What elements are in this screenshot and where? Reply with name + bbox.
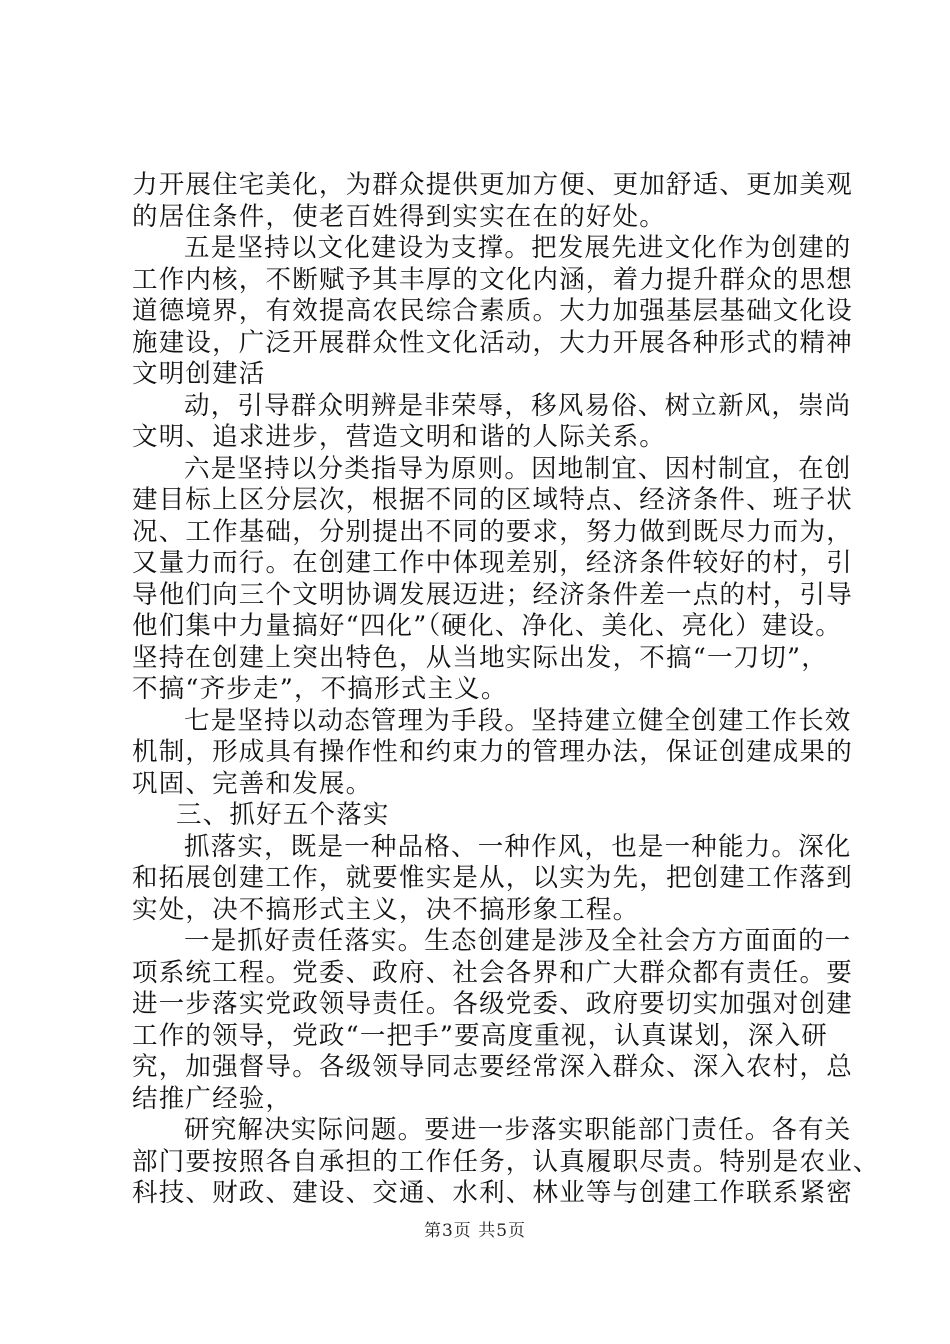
text-line: 七是坚持以动态管理为手段。坚持建立健全创建工作长效 xyxy=(184,705,852,736)
text-line: 研究解决实际问题。要进一步落实职能部门责任。各有关 xyxy=(184,1115,852,1145)
text-line: 部门要按照各自承担的工作任务，认真履职尽责。特别是农业、 xyxy=(132,1146,880,1177)
text-line: 实处，决不搞形式主义，决不搞形象工程。 xyxy=(132,894,640,925)
text-line: 他们集中力量搞好“四化”（硬化、净化、美化、亮化）建设。 xyxy=(132,611,842,641)
text-line: 工作内核，不断赋予其丰厚的文化内涵，着力提升群众的思想 xyxy=(132,264,853,295)
text-line: 况、工作基础，分别提出不同的要求，努力做到既尽力而为， xyxy=(132,516,853,547)
document-body xyxy=(132,170,880,1210)
text-line: 五是坚持以文化建设为支撑。把发展先进文化作为创建的 xyxy=(184,233,852,263)
section-heading: 三、抓好五个落实 xyxy=(176,800,390,830)
text-line: 动，引导群众明辨是非荣辱，移风易俗、树立新风，崇尚 xyxy=(184,390,852,421)
page-footer: 第3页 共5页 xyxy=(423,1221,527,1241)
text-line: 六是坚持以分类指导为原则。因地制宜、因村制宜，在创 xyxy=(184,453,852,484)
text-line: 坚持在创建上突出特色，从当地实际出发，不搞“一刀切”， xyxy=(132,642,828,673)
text-line: 建目标上区分层次，根据不同的区域特点、经济条件、班子状 xyxy=(132,485,853,515)
text-line: 文明、追求进步，营造文明和谐的人际关系。 xyxy=(132,422,667,452)
text-line: 文明创建活 xyxy=(132,359,266,389)
text-line: 进一步落实党政领导责任。各级党委、政府要切实加强对创建 xyxy=(132,989,853,1019)
text-line: 结推广经验， xyxy=(132,1083,293,1114)
text-line: 不搞“齐步走”，不搞形式主义。 xyxy=(132,674,508,704)
text-line: 项系统工程。党委、政府、社会各界和广大群众都有责任。要 xyxy=(132,957,853,988)
text-line: 巩固、完善和发展。 xyxy=(132,768,373,799)
text-line: 一是抓好责任落实。生态创建是涉及全社会方方面面的一 xyxy=(184,926,852,956)
text-line: 的居住条件，使老百姓得到实实在在的好处。 xyxy=(132,201,667,232)
text-line: 抓落实，既是一种品格、一种作风，也是一种能力。深化 xyxy=(184,831,852,862)
text-line: 机制，形成具有操作性和约束力的管理办法，保证创建成果的 xyxy=(132,737,853,767)
text-line: 又量力而行。在创建工作中体现差别，经济条件较好的村，引 xyxy=(132,548,853,578)
text-line: 科技、财政、建设、交通、水利、林业等与创建工作联系紧密 xyxy=(132,1178,853,1208)
text-line: 和拓展创建工作，就要惟实是从，以实为先，把创建工作落到 xyxy=(132,863,853,893)
text-line: 究，加强督导。各级领导同志要经常深入群众、深入农村，总 xyxy=(132,1052,853,1082)
text-line: 力开展住宅美化，为群众提供更加方便、更加舒适、更加美观 xyxy=(132,170,853,200)
text-line: 道德境界，有效提高农民综合素质。大力加强基层基础文化设 xyxy=(132,296,853,326)
text-line: 导他们向三个文明协调发展迈进；经济条件差一点的村，引导 xyxy=(132,579,853,610)
text-line: 工作的领导，党政“一把手”要高度重视，认真谋划，深入研 xyxy=(132,1020,828,1051)
text-line: 施建设，广泛开展群众性文化活动，大力开展各种形式的精神 xyxy=(132,327,853,358)
